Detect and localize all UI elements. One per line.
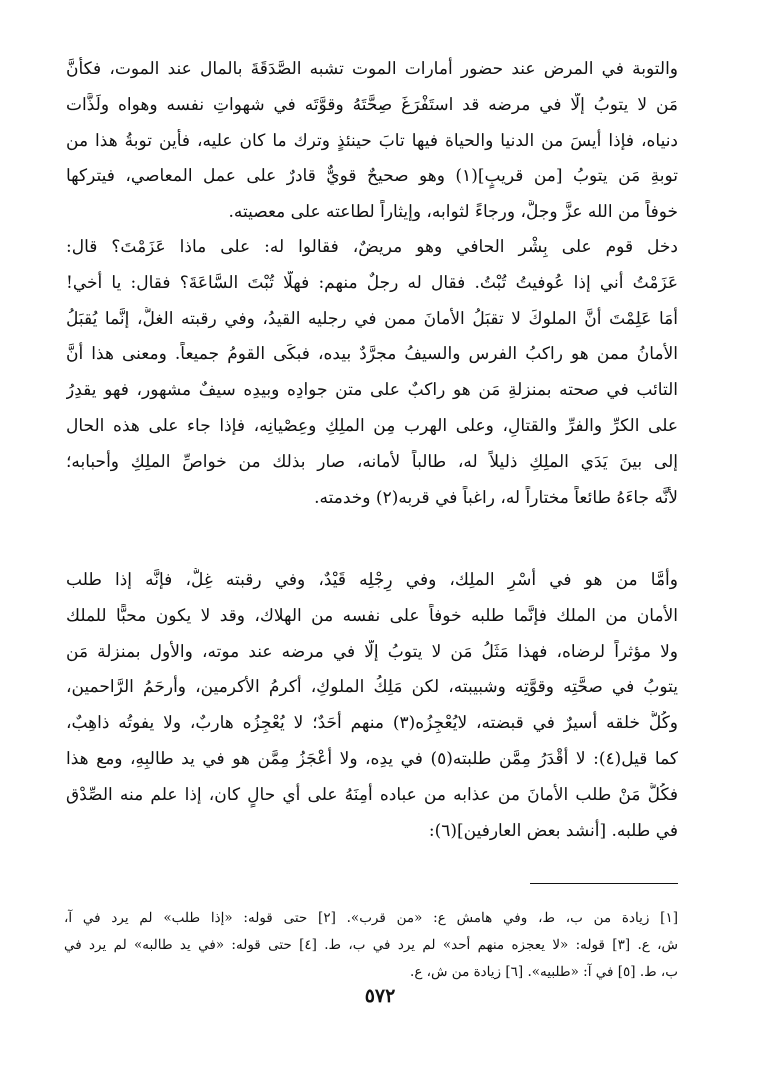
text-line: خوفاً من الله عزَّ وجلَّ، ورجاءً لثوابه، وإيثاراً لطاعته على معصيته. (228, 202, 678, 223)
text-line: فكُلُّ مَنْ طلب الأمانَ من عذابه من عباده أَمِنَهُ على أي حالٍ كان، إذا علم منه الصِّدْق (66, 784, 678, 805)
text-line: وكُلُّ خلقه أسيرٌ في قبضته، لايُعْجِزُه(٣) منهم أحَدٌ؛ لا يُعْجِزُه هاربٌ، ولا يفوتُه ذاهِبٌ، (66, 713, 678, 734)
text-line: دنياه، فإذا أيسَ من الدنيا والحياة فيها تابَ حينئذٍ وترك ما كان عليه، فأين توبةُ هذا من (66, 130, 678, 151)
footnote-line: ب، ط. [٥] في آ: «طلبيه». [٦] زيادة من ش، ع. (410, 964, 678, 980)
text-line: أَمَا عَلِمْتَ أنَّ الملوكَ لا تقبَلُ الأمانَ ممن في رجليه القيدُ، وفي رقبته الغلُّ، إنَّما يُقبَلُ (66, 308, 678, 329)
text-line: ولا مؤثراً لرضاه، فهذا مَثَلُ مَن لا يتوبُ إلَّا في مرضه عند موته، والأول بمنزلة مَن (66, 641, 678, 662)
text-line: مَن لا يتوبُ إلَّا في مرضه قد استَفْرَغَ صِحَّتَهُ وقوَّتَه في شهواتِ نفسه وهواه ولَذَّات (66, 94, 678, 115)
page-number: ٥٧٢ (364, 985, 396, 1007)
footnote-line: ش، ع. [٣] قوله: «لا يعجزه منهم أحد» لم يرد في ب، ط. [٤] حتى قوله: «في يد طالبه» لم يرد في (64, 937, 678, 953)
text-line: الأمانُ ممن هو راكبُ الفرس والسيفُ مجرَّدٌ بيده، فبكَى القومُ جميعاً. ومعنى هذا أنَّ (66, 344, 678, 365)
text-line: والتوبة في المرض عند حضور أمارات الموت تشبه الصَّدَقَةَ بالمال عند الموت، فكأنَّ (66, 59, 678, 79)
text-line: في طلبه. [أنشد بعض العارفين](٦): (428, 820, 678, 841)
text-line: كما قيل(٤): لا أَقْدَرُ مِمَّن طلبته(٥) في يدِه، ولا أَعْجَزُ مِمَّن هو في يد طالبِهِ، ومع هذا (66, 749, 678, 769)
text-line: يتوبُ في صحَّتِه وقوَّتِه وشبيبته، لكن مَلِكُ الملوكِ، أكرمُ الأكرمين، وأرحَمُ الرَّاحمين، (66, 677, 678, 698)
text-line: دخل قوم على بِشْر الحافي وهو مريضٌ، فقالوا له: على ماذا عَزَمْتَ؟ قال: (66, 237, 678, 257)
text-line: توبةِ مَن يتوبُ [من قريبٍ](١) وهو صحيحٌ قويٌّ قادرٌ على عمل المعاصي، فيتركها (66, 166, 678, 187)
text-line: وأمَّا من هو في أَسْرِ الملِك، وفي رِجْلِه قَيْدٌ، وفي رقبته غِلٌّ، فإنَّه إذا طلب (66, 570, 678, 590)
footnote-separator (530, 883, 678, 884)
footnote-line: [١] زيادة من ب، ط، وفي هامش ع: «من قرب». [٢] حتى قوله: «إذا طلب» لم يرد في آ، (64, 910, 678, 926)
text-line: التائب في صحته بمنزلةِ مَن هو راكبٌ على متن جوادِه وبيدِه سيفٌ مشهور، فهو يقدِرُ (66, 380, 678, 401)
text-line: على الكرِّ والفرِّ والقتالِ، وعلى الهرب مِن الملِكِ وعِصْيانِه، فإذا جاء على هذه الحال (66, 416, 678, 436)
text-line: إلى بينَ يَدَي الملِكِ ذليلاً له، طالباً لأمانه، صار بذلك من خواصِّ الملِكِ وأحبابه؛ (66, 451, 678, 472)
text-line: الأمان من الملك فإنَّما طلبه خوفاً على نفسه من الهلاك، وقد لا يكون محبًّا للملك (66, 605, 678, 626)
text-line: عَزَمْتُ أني إذا عُوفيتُ تُبْتُ. فقال له رجلٌ منهم: فهلَّا تُبْتَ السَّاعَةَ؟ فقال: يا أخي! (66, 272, 678, 293)
text-line: لأنَّه جاءَهُ طائعاً مختاراً له، راغباً في قربه(٢) وخدمته. (314, 487, 678, 508)
